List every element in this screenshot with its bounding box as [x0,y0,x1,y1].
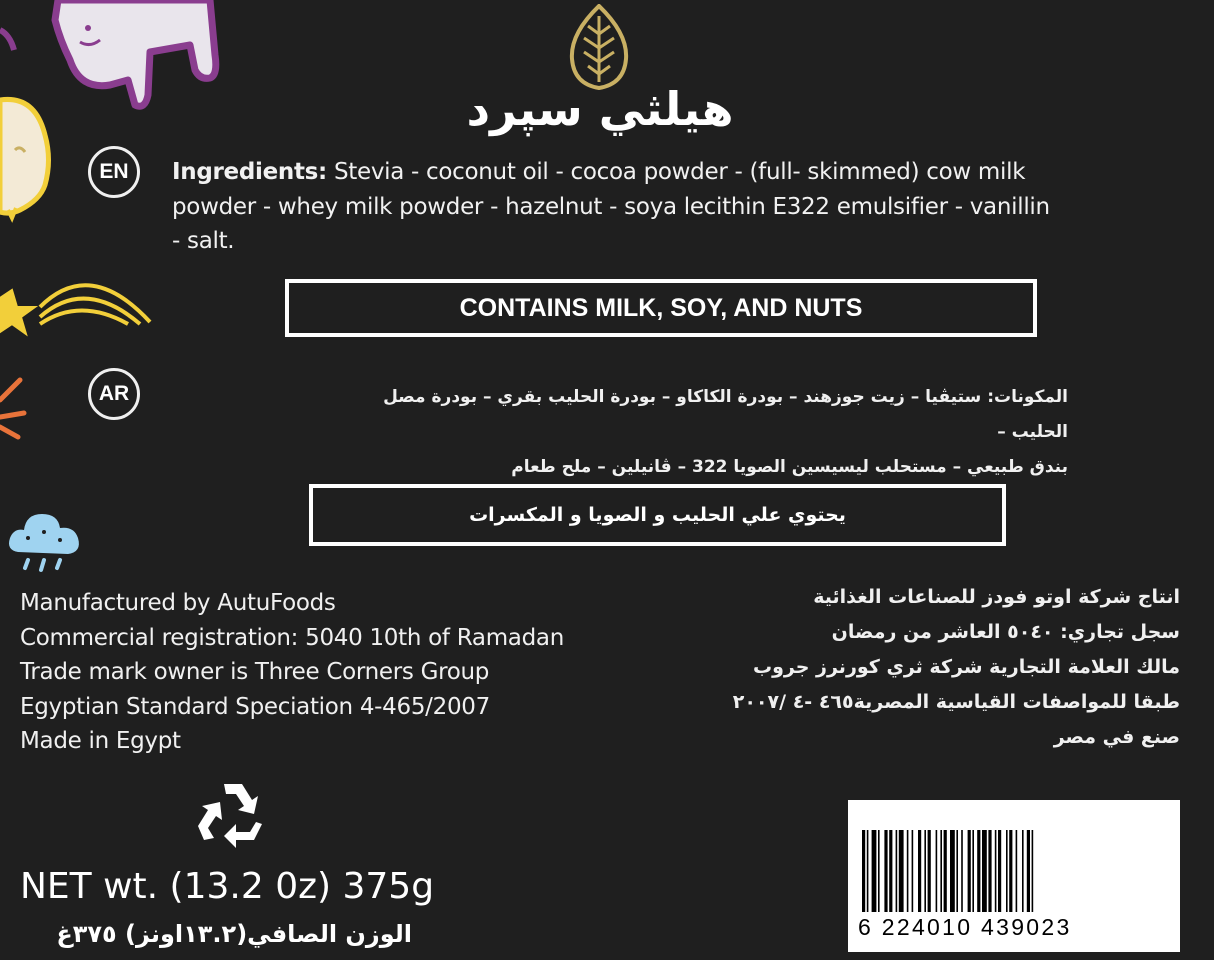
barcode-bar [924,830,926,912]
net-weight-ar: الوزن الصافي(١٣.٢اونز) ٣٧٥غ [56,920,412,948]
language-badge-en: EN [88,146,140,198]
barcode-bar [1016,830,1018,912]
manufacturer-line: Egyptian Standard Speciation 4-465/2007 [20,693,490,720]
cloud-rain-icon [6,502,86,582]
barcode-bar [982,830,987,912]
allergen-box-en: CONTAINS MILK, SOY, AND NUTS [285,279,1037,337]
barcode-bar [1006,830,1008,912]
allergen-box-ar: يحتوي علي الحليب و الصويا و المكسرات [309,484,1006,546]
ingredients-ar-line2: بندق طبيعي – مستحلب ليسيسين الصويا 322 – ڤانيلين – ملح طعام [511,457,1068,477]
manufacturer-line-ar: طبقا للمواصفات القياسية المصرية٤٦٥ -٤ /٢٠٠٧ [732,691,1180,713]
ingredients-ar-line1: المكونات: ستيڤيا – زيت جوزهند – بودرة الكاكاو – بودرة الحليب بقري – بودرة مصل الحليب – [383,387,1068,442]
ingredients-en [172,155,1052,259]
barcode-bar [940,830,942,912]
barcode-bar [884,830,887,912]
ghost-illustration-icon [0,90,70,225]
net-weight-en: NET wt. (13.2 0z) 375g [20,866,435,907]
manufacturer-line-ar: انتاج شركة اوتو فودز للصناعات الغذائية [813,586,1180,608]
barcode-bar [899,830,904,912]
barcode-bar [896,830,898,912]
ingredients-ar [360,380,1068,485]
ingredients-label-en: Ingredients: [172,159,327,185]
manufacturer-line-ar: سجل تجاري: ٥٠٤٠ العاشر من رمضان [831,621,1180,643]
barcode-bar [1022,830,1024,912]
language-badge-ar: AR [88,368,140,420]
manufacturer-line: Made in Egypt [20,728,181,754]
barcode-bar [944,830,947,912]
barcode-bar [936,830,938,912]
barcode-bar [912,830,914,912]
barcode-bar [977,830,980,912]
barcode-bar [872,830,877,912]
ingredients-text-en: Stevia - coconut oil - cocoa powder - (full- skimmed) cow milk powder - whey milk powder - hazelnut - soya lecithin E322 emulsifier - vanillin - salt. [172,159,1050,254]
leaf-icon [566,4,632,90]
sparkle-lines-icon [0,375,30,445]
barcode-bar [968,830,971,912]
manufacturer-line-ar: مالك العلامة التجارية شركة ثري كورنرز جروب [753,656,1180,678]
manufacturer-info-en [20,586,640,759]
shooting-star-icon [0,262,155,357]
barcode-bar [867,830,869,912]
manufacturer-line-ar: صنع في مصر [1053,726,1180,748]
barcode-bar [995,830,997,912]
barcode-bar [862,830,865,912]
manufacturer-line: Commercial registration: 5040 10th of Ramadan [20,624,564,651]
barcode-bar [907,830,909,912]
barcode-bar [961,830,963,912]
barcode-bar [1032,830,1034,912]
barcode-bar [918,830,921,912]
manufacturer-line: Trade mark owner is Three Corners Group [20,659,490,685]
manufacturer-info-ar [640,580,1180,755]
recycle-icon [196,780,270,854]
barcode-digits: 6 224010 439023 [858,914,1072,940]
barcode-bar [988,830,991,912]
barcode-bar [950,830,955,912]
barcode-bar [928,830,931,912]
barcode-bar [1027,830,1030,912]
barcode-bar [1009,830,1012,912]
barcode-bar [998,830,1001,912]
barcode-bar [878,830,880,912]
barcode-bar [972,830,974,912]
barcode-bar [889,830,892,912]
manufacturer-line: Manufactured by AutuFoods [20,590,336,616]
barcode-bar [956,830,958,912]
brand-title: هيلثي سپرد [466,82,734,136]
